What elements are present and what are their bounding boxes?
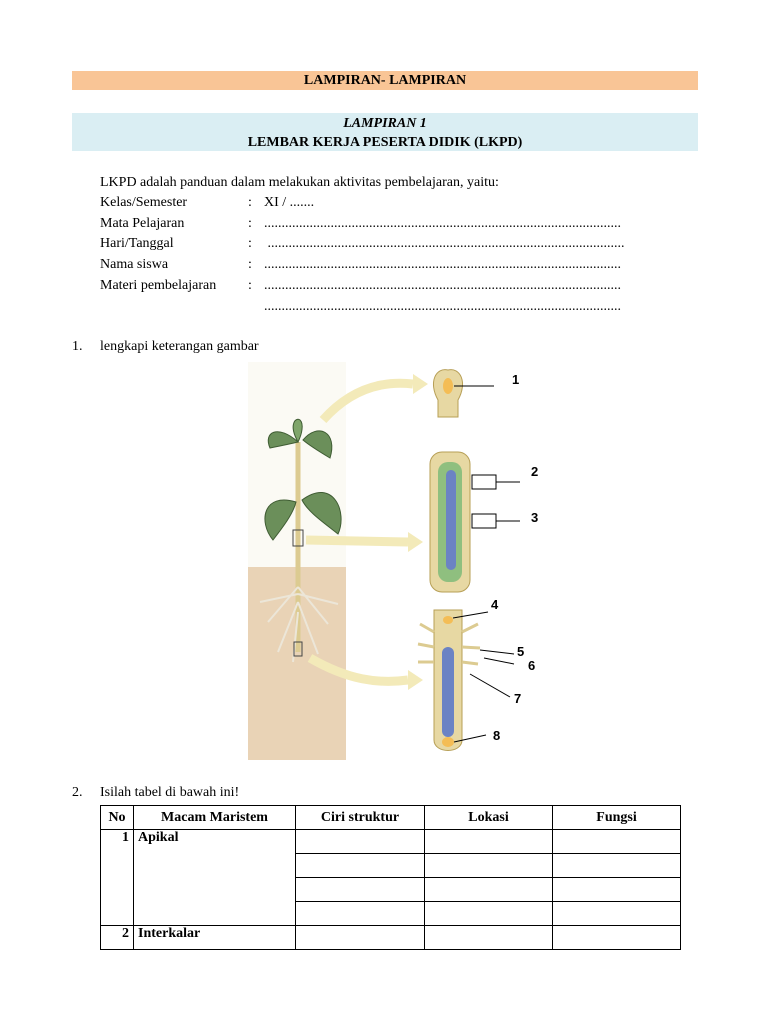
- question-text: lengkapi keterangan gambar: [100, 339, 259, 354]
- field-hari-tanggal: [100, 234, 625, 254]
- cell-ciri[interactable]: [296, 902, 425, 926]
- lampiran-label: LAMPIRAN 1: [343, 116, 427, 131]
- question-1: [72, 337, 472, 357]
- cell-ciri[interactable]: [296, 878, 425, 902]
- header-no: No: [101, 806, 134, 830]
- header-fungsi: Fungsi: [553, 806, 681, 830]
- row-number: 2: [101, 926, 134, 950]
- callout-label-5: 5: [517, 644, 525, 659]
- intro-text: LKPD adalah panduan dalam melakukan aktivitas pembelajaran, yaitu:: [100, 175, 499, 190]
- question-text: Isilah tabel di bawah ini!: [100, 785, 240, 800]
- field-mata-pelajaran: [100, 214, 621, 234]
- section-header-lampiran: [72, 71, 698, 90]
- row-number: 1: [101, 830, 134, 926]
- field-colon: :: [248, 278, 252, 293]
- root-vascular: [442, 647, 454, 737]
- field-value[interactable]: XI / .......: [264, 195, 315, 210]
- cell-lokasi[interactable]: [425, 878, 553, 902]
- row-meristem-name: Interkalar: [134, 926, 296, 950]
- cell-ciri[interactable]: [296, 854, 425, 878]
- callout-line-6: [484, 658, 514, 664]
- field-value[interactable]: ......................................................................................................: [264, 236, 625, 251]
- field-value[interactable]: ......................................................................................................: [264, 278, 621, 293]
- question-number: 1.: [72, 339, 83, 354]
- arrow-middle: [306, 540, 408, 542]
- header-ciri-struktur: Ciri struktur: [296, 806, 425, 830]
- field-kelas-semester: [100, 193, 314, 213]
- callout-line-5: [480, 650, 514, 654]
- field-label: Nama siswa: [100, 257, 169, 272]
- table-row: [101, 926, 681, 950]
- arrowhead-bottom: [408, 670, 423, 690]
- callout-box-2: [472, 475, 496, 489]
- field-colon: :: [248, 195, 252, 210]
- field-nama-siswa: [100, 255, 621, 275]
- cell-fungsi[interactable]: [553, 902, 681, 926]
- cell-fungsi[interactable]: [553, 878, 681, 902]
- lkpd-title: LEMBAR KERJA PESERTA DIDIK (LKPD): [247, 135, 523, 150]
- cell-lokasi[interactable]: [425, 830, 553, 854]
- apical-meristem-spot: [443, 378, 453, 394]
- field-label: Mata Pelajaran: [100, 216, 185, 231]
- plant-illustration: [248, 362, 548, 760]
- lateral-meristem-spot: [443, 616, 453, 624]
- callout-label-6: 6: [528, 658, 536, 673]
- cell-ciri[interactable]: [296, 830, 425, 854]
- field-value[interactable]: ......................................................................................................: [264, 216, 621, 231]
- arrowhead-middle: [408, 532, 423, 552]
- table-row: [101, 830, 681, 854]
- callout-label-1: 1: [512, 372, 520, 387]
- field-colon: :: [248, 236, 252, 251]
- callout-label-8: 8: [493, 728, 501, 743]
- table-header-row: [101, 806, 681, 830]
- section-header-title: LAMPIRAN- LAMPIRAN: [303, 73, 467, 88]
- row-meristem-name: Apikal: [134, 830, 296, 926]
- arrowhead-top: [413, 374, 428, 394]
- callout-label-2: 2: [531, 464, 539, 479]
- meristem-table: [100, 805, 681, 950]
- field-label: Kelas/Semester: [100, 195, 188, 210]
- header-macam-maristem: Macam Maristem: [134, 806, 296, 830]
- cell-fungsi[interactable]: [553, 926, 681, 950]
- cell-fungsi[interactable]: [553, 854, 681, 878]
- header-lokasi: Lokasi: [425, 806, 553, 830]
- field-materi-pembelajaran: [100, 276, 621, 296]
- cell-lokasi[interactable]: [425, 926, 553, 950]
- callout-label-7: 7: [514, 691, 522, 706]
- cell-lokasi[interactable]: [425, 854, 553, 878]
- callout-line-7: [470, 674, 510, 697]
- question-2: [72, 783, 472, 803]
- cell-ciri[interactable]: [296, 926, 425, 950]
- cell-fungsi[interactable]: [553, 830, 681, 854]
- callout-box-3: [472, 514, 496, 528]
- callout-label-3: 3: [531, 510, 539, 525]
- field-label: Materi pembelajaran: [100, 278, 217, 293]
- question-number: 2.: [72, 785, 83, 800]
- callout-label-4: 4: [491, 597, 499, 612]
- field-materi-continuation[interactable]: ......................................................................................................: [264, 299, 621, 314]
- stem-vascular: [446, 470, 456, 570]
- plant-meristem-figure: [248, 362, 548, 760]
- field-colon: :: [248, 257, 252, 272]
- root-apical-spot: [442, 737, 454, 747]
- cell-lokasi[interactable]: [425, 902, 553, 926]
- field-value[interactable]: ......................................................................................................: [264, 257, 621, 272]
- field-colon: :: [248, 216, 252, 231]
- lkpd-title-band: [72, 113, 698, 151]
- field-label: Hari/Tanggal: [100, 236, 174, 251]
